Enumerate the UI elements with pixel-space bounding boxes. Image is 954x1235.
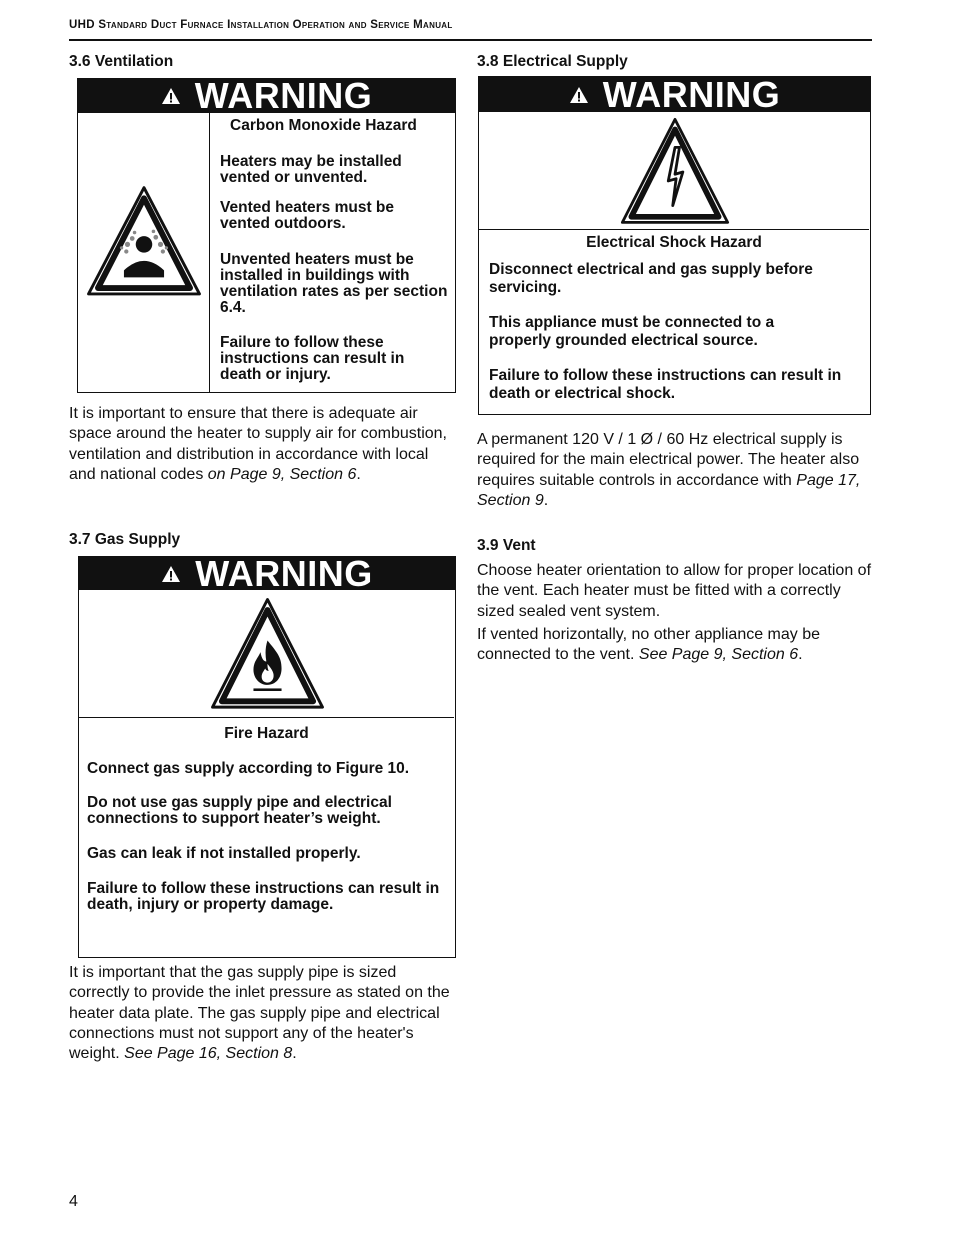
- warning-triangle-icon: [161, 87, 181, 105]
- manual-title-prefix: UHD: [69, 19, 99, 31]
- section-heading-ventilation: 3.6 Ventilation: [69, 53, 174, 70]
- warning-line: This appliance must be connected to a properly grounded electrical source.: [489, 314, 775, 349]
- warning-label: WARNING: [195, 552, 373, 594]
- electrical-shock-icon: [617, 116, 733, 228]
- paragraph-text: If vented horizontally, no other appliance may be connected to the vent.: [477, 626, 821, 664]
- paragraph-end: .: [292, 1045, 297, 1063]
- warning-banner: [479, 73, 870, 115]
- page-header: [69, 19, 872, 41]
- warning-label: WARNING: [194, 75, 373, 116]
- section-heading-vent: 3.9 Vent: [477, 537, 536, 554]
- paragraph-end: .: [543, 491, 549, 509]
- gas-supply-paragraph: [69, 963, 459, 1064]
- warning-line: Unvented heaters must be installed in buildings with ventilation rates as per section 6.4.: [220, 251, 448, 316]
- hazard-title: Fire Hazard: [224, 725, 309, 742]
- paragraph-end: .: [798, 646, 803, 664]
- section-heading-gas-supply: 3.7 Gas Supply: [69, 531, 181, 548]
- hazard-title: Electrical Shock Hazard: [586, 234, 762, 251]
- warning-triangle-icon: [161, 565, 181, 583]
- warning-line: Vented heaters must be vented outdoors.: [220, 199, 395, 232]
- paragraph-text: It is important that the gas supply pipe is sized correctly to provide the inlet pressure as stated on the heater data plate. The gas supply pipe and electrical connections must not support any of the heater's weight.: [69, 964, 450, 1063]
- hazard-icon-cell: [79, 590, 454, 718]
- manual-title: [69, 19, 872, 31]
- warning-line: Failure to follow these instructions can result in death, injury or property damage.: [87, 880, 440, 913]
- hazard-icon-cell: [479, 112, 869, 230]
- section-heading-electrical-supply: 3.8 Electrical Supply: [477, 53, 628, 70]
- vent-paragraph-2: [477, 625, 872, 666]
- warning-banner: [78, 75, 455, 116]
- warning-banner: [79, 552, 455, 594]
- paragraph-end: .: [356, 465, 361, 483]
- hazard-title: Carbon Monoxide Hazard: [230, 117, 417, 134]
- paragraph-text: It is important to ensure that there is adequate air space around the heater to supply air for combustion, ventilation and distribution in accordance with local and national codes: [69, 405, 447, 483]
- warning-line: Do not use gas supply pipe and electrical connections to support heater’s weight.: [87, 794, 392, 827]
- warning-line: Heaters may be installed vented or unvented.: [220, 153, 402, 186]
- fire-hazard-icon: [205, 596, 330, 713]
- hazard-icon-cell: [78, 113, 210, 392]
- cross-reference: on Page 9, Section 6: [207, 465, 357, 483]
- cross-reference: See Page 16, Section 8: [124, 1045, 293, 1063]
- warning-line: Gas can leak if not installed properly.: [87, 845, 361, 862]
- manual-title-main: Standard Duct Furnace Installation Operation and Service Manual: [98, 19, 453, 31]
- electrical-supply-paragraph: [477, 430, 872, 511]
- vent-paragraph-1: Choose heater orientation to allow for proper location of the vent. Each heater must be fitted with a correctly sized sealed vent system.: [477, 562, 872, 620]
- warning-box-fire: [78, 552, 456, 958]
- warning-line: Failure to follow these instructions can result in death or electrical shock.: [489, 367, 842, 402]
- ventilation-paragraph: [69, 404, 455, 485]
- cross-reference: Page 17, Section 9: [477, 471, 861, 509]
- warning-triangle-icon: [569, 86, 589, 104]
- warning-label: WARNING: [602, 73, 781, 115]
- warning-box-carbon-monoxide: [77, 75, 456, 393]
- cross-reference: See Page 9, Section 6: [638, 646, 799, 664]
- warning-line: Disconnect electrical and gas supply before servicing.: [489, 261, 813, 296]
- warning-box-electrical-shock: [478, 73, 871, 415]
- page-number: 4: [69, 1193, 78, 1210]
- warning-line: Failure to follow these instructions can result in death or injury.: [220, 334, 405, 383]
- carbon-monoxide-icon: [83, 183, 205, 301]
- warning-line: Connect gas supply according to Figure 10.: [87, 760, 410, 777]
- paragraph-text: A permanent 120 V / 1 Ø / 60 Hz electrical supply is required for the main electrical power. The heater also requires suitable controls in accordance with: [477, 431, 860, 489]
